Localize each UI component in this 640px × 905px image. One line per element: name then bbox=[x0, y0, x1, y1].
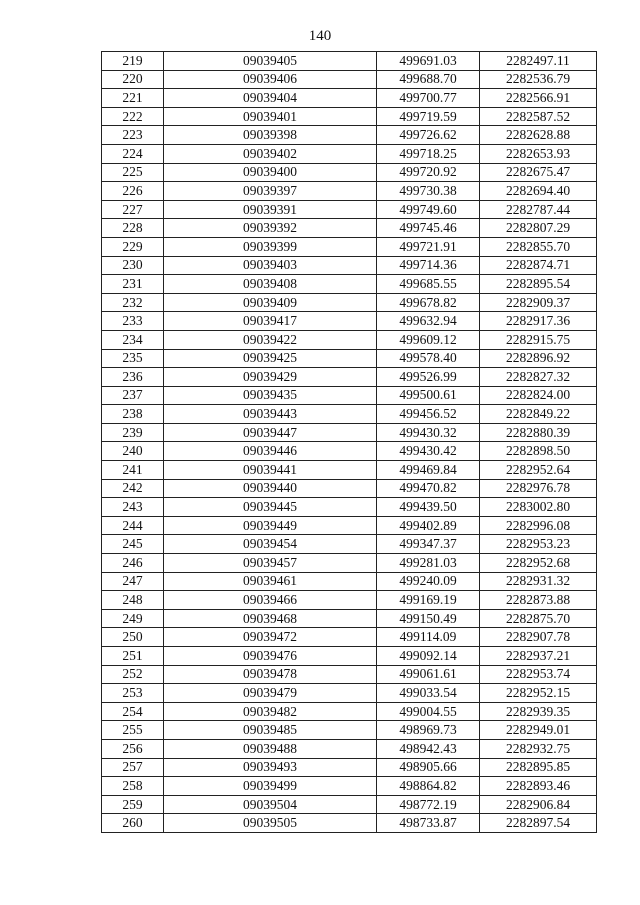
table-row bbox=[102, 163, 597, 182]
point-id-cell: 09039422 bbox=[164, 330, 377, 349]
x-coordinate-cell: 499240.09 bbox=[377, 572, 480, 591]
x-coordinate-cell: 499719.59 bbox=[377, 107, 480, 126]
x-coordinate-cell: 499685.55 bbox=[377, 275, 480, 294]
x-coordinate-cell: 499500.61 bbox=[377, 386, 480, 405]
point-id-cell: 09039440 bbox=[164, 479, 377, 498]
table-row bbox=[102, 349, 597, 368]
point-number-cell: 229 bbox=[102, 237, 164, 256]
table-row bbox=[102, 684, 597, 703]
x-coordinate-cell: 498733.87 bbox=[377, 814, 480, 833]
x-coordinate-cell: 499609.12 bbox=[377, 330, 480, 349]
x-coordinate-cell: 499749.60 bbox=[377, 200, 480, 219]
y-coordinate-cell: 2282855.70 bbox=[480, 237, 597, 256]
point-id-cell: 09039485 bbox=[164, 721, 377, 740]
x-coordinate-cell: 499578.40 bbox=[377, 349, 480, 368]
point-number-cell: 240 bbox=[102, 442, 164, 461]
y-coordinate-cell: 2282824.00 bbox=[480, 386, 597, 405]
y-coordinate-cell: 2282939.35 bbox=[480, 702, 597, 721]
point-id-cell: 09039504 bbox=[164, 795, 377, 814]
y-coordinate-cell: 2282898.50 bbox=[480, 442, 597, 461]
point-number-cell: 252 bbox=[102, 665, 164, 684]
y-coordinate-cell: 2282996.08 bbox=[480, 516, 597, 535]
point-number-cell: 232 bbox=[102, 293, 164, 312]
x-coordinate-cell: 498772.19 bbox=[377, 795, 480, 814]
table-row bbox=[102, 107, 597, 126]
point-number-cell: 244 bbox=[102, 516, 164, 535]
point-id-cell: 09039397 bbox=[164, 182, 377, 201]
point-id-cell: 09039391 bbox=[164, 200, 377, 219]
x-coordinate-cell: 499730.38 bbox=[377, 182, 480, 201]
y-coordinate-cell: 2282787.44 bbox=[480, 200, 597, 219]
point-number-cell: 222 bbox=[102, 107, 164, 126]
point-number-cell: 234 bbox=[102, 330, 164, 349]
x-coordinate-cell: 499720.92 bbox=[377, 163, 480, 182]
point-number-cell: 253 bbox=[102, 684, 164, 703]
point-number-cell: 225 bbox=[102, 163, 164, 182]
y-coordinate-cell: 2282931.32 bbox=[480, 572, 597, 591]
point-number-cell: 220 bbox=[102, 70, 164, 89]
table-row bbox=[102, 702, 597, 721]
y-coordinate-cell: 2282895.85 bbox=[480, 758, 597, 777]
table-row bbox=[102, 721, 597, 740]
table-row bbox=[102, 591, 597, 610]
table-row bbox=[102, 423, 597, 442]
table-row bbox=[102, 442, 597, 461]
point-number-cell: 239 bbox=[102, 423, 164, 442]
y-coordinate-cell: 2282897.54 bbox=[480, 814, 597, 833]
point-number-cell: 237 bbox=[102, 386, 164, 405]
x-coordinate-cell: 499402.89 bbox=[377, 516, 480, 535]
table-row bbox=[102, 237, 597, 256]
table-row bbox=[102, 405, 597, 424]
y-coordinate-cell: 2282953.23 bbox=[480, 535, 597, 554]
x-coordinate-cell: 499470.82 bbox=[377, 479, 480, 498]
point-number-cell: 228 bbox=[102, 219, 164, 238]
point-id-cell: 09039476 bbox=[164, 647, 377, 666]
table-row bbox=[102, 479, 597, 498]
point-id-cell: 09039445 bbox=[164, 498, 377, 517]
table-row bbox=[102, 647, 597, 666]
table-row bbox=[102, 293, 597, 312]
point-id-cell: 09039408 bbox=[164, 275, 377, 294]
table-row bbox=[102, 368, 597, 387]
table-row bbox=[102, 89, 597, 108]
table-row bbox=[102, 126, 597, 145]
point-number-cell: 235 bbox=[102, 349, 164, 368]
y-coordinate-cell: 2282497.11 bbox=[480, 52, 597, 71]
point-id-cell: 09039482 bbox=[164, 702, 377, 721]
point-number-cell: 238 bbox=[102, 405, 164, 424]
x-coordinate-cell: 499718.25 bbox=[377, 144, 480, 163]
point-number-cell: 257 bbox=[102, 758, 164, 777]
y-coordinate-cell: 2282893.46 bbox=[480, 777, 597, 796]
x-coordinate-cell: 498864.82 bbox=[377, 777, 480, 796]
y-coordinate-cell: 2282875.70 bbox=[480, 609, 597, 628]
table-row bbox=[102, 516, 597, 535]
point-number-cell: 254 bbox=[102, 702, 164, 721]
point-id-cell: 09039468 bbox=[164, 609, 377, 628]
point-number-cell: 260 bbox=[102, 814, 164, 833]
point-number-cell: 226 bbox=[102, 182, 164, 201]
point-id-cell: 09039447 bbox=[164, 423, 377, 442]
table-row bbox=[102, 554, 597, 573]
point-id-cell: 09039478 bbox=[164, 665, 377, 684]
table-row bbox=[102, 609, 597, 628]
x-coordinate-cell: 499456.52 bbox=[377, 405, 480, 424]
y-coordinate-cell: 2282849.22 bbox=[480, 405, 597, 424]
point-id-cell: 09039472 bbox=[164, 628, 377, 647]
point-id-cell: 09039479 bbox=[164, 684, 377, 703]
y-coordinate-cell: 2282874.71 bbox=[480, 256, 597, 275]
point-id-cell: 09039449 bbox=[164, 516, 377, 535]
point-number-cell: 243 bbox=[102, 498, 164, 517]
table-row bbox=[102, 312, 597, 331]
point-id-cell: 09039405 bbox=[164, 52, 377, 71]
point-id-cell: 09039402 bbox=[164, 144, 377, 163]
point-number-cell: 219 bbox=[102, 52, 164, 71]
point-number-cell: 223 bbox=[102, 126, 164, 145]
point-id-cell: 09039403 bbox=[164, 256, 377, 275]
x-coordinate-cell: 499721.91 bbox=[377, 237, 480, 256]
point-number-cell: 231 bbox=[102, 275, 164, 294]
table-row bbox=[102, 665, 597, 684]
x-coordinate-cell: 499700.77 bbox=[377, 89, 480, 108]
coordinates-table-body bbox=[102, 52, 597, 833]
y-coordinate-cell: 2282952.64 bbox=[480, 461, 597, 480]
table-row bbox=[102, 219, 597, 238]
point-number-cell: 241 bbox=[102, 461, 164, 480]
point-id-cell: 09039493 bbox=[164, 758, 377, 777]
point-number-cell: 224 bbox=[102, 144, 164, 163]
y-coordinate-cell: 2282880.39 bbox=[480, 423, 597, 442]
y-coordinate-cell: 2282952.68 bbox=[480, 554, 597, 573]
point-id-cell: 09039425 bbox=[164, 349, 377, 368]
x-coordinate-cell: 499430.32 bbox=[377, 423, 480, 442]
y-coordinate-cell: 2282566.91 bbox=[480, 89, 597, 108]
table-row bbox=[102, 777, 597, 796]
y-coordinate-cell: 2282917.36 bbox=[480, 312, 597, 331]
x-coordinate-cell: 499430.42 bbox=[377, 442, 480, 461]
table-row bbox=[102, 52, 597, 71]
x-coordinate-cell: 499726.62 bbox=[377, 126, 480, 145]
x-coordinate-cell: 499714.36 bbox=[377, 256, 480, 275]
y-coordinate-cell: 2282953.74 bbox=[480, 665, 597, 684]
y-coordinate-cell: 2282895.54 bbox=[480, 275, 597, 294]
x-coordinate-cell: 499281.03 bbox=[377, 554, 480, 573]
y-coordinate-cell: 2283002.80 bbox=[480, 498, 597, 517]
table-row bbox=[102, 200, 597, 219]
y-coordinate-cell: 2282915.75 bbox=[480, 330, 597, 349]
table-row bbox=[102, 572, 597, 591]
table-row bbox=[102, 70, 597, 89]
point-number-cell: 249 bbox=[102, 609, 164, 628]
y-coordinate-cell: 2282909.37 bbox=[480, 293, 597, 312]
table-row bbox=[102, 461, 597, 480]
point-id-cell: 09039409 bbox=[164, 293, 377, 312]
point-id-cell: 09039443 bbox=[164, 405, 377, 424]
y-coordinate-cell: 2282653.93 bbox=[480, 144, 597, 163]
x-coordinate-cell: 499678.82 bbox=[377, 293, 480, 312]
x-coordinate-cell: 499092.14 bbox=[377, 647, 480, 666]
point-number-cell: 247 bbox=[102, 572, 164, 591]
point-id-cell: 09039499 bbox=[164, 777, 377, 796]
x-coordinate-cell: 498905.66 bbox=[377, 758, 480, 777]
y-coordinate-cell: 2282952.15 bbox=[480, 684, 597, 703]
y-coordinate-cell: 2282907.78 bbox=[480, 628, 597, 647]
point-id-cell: 09039454 bbox=[164, 535, 377, 554]
table-row bbox=[102, 628, 597, 647]
y-coordinate-cell: 2282587.52 bbox=[480, 107, 597, 126]
x-coordinate-cell: 498969.73 bbox=[377, 721, 480, 740]
point-id-cell: 09039488 bbox=[164, 739, 377, 758]
table-row bbox=[102, 739, 597, 758]
point-id-cell: 09039404 bbox=[164, 89, 377, 108]
y-coordinate-cell: 2282827.32 bbox=[480, 368, 597, 387]
x-coordinate-cell: 499169.19 bbox=[377, 591, 480, 610]
y-coordinate-cell: 2282536.79 bbox=[480, 70, 597, 89]
point-number-cell: 227 bbox=[102, 200, 164, 219]
x-coordinate-cell: 499114.09 bbox=[377, 628, 480, 647]
point-id-cell: 09039466 bbox=[164, 591, 377, 610]
y-coordinate-cell: 2282694.40 bbox=[480, 182, 597, 201]
point-id-cell: 09039406 bbox=[164, 70, 377, 89]
y-coordinate-cell: 2282937.21 bbox=[480, 647, 597, 666]
point-number-cell: 236 bbox=[102, 368, 164, 387]
table-row bbox=[102, 498, 597, 517]
table-row bbox=[102, 758, 597, 777]
table-row bbox=[102, 256, 597, 275]
point-id-cell: 09039401 bbox=[164, 107, 377, 126]
point-id-cell: 09039398 bbox=[164, 126, 377, 145]
point-number-cell: 255 bbox=[102, 721, 164, 740]
y-coordinate-cell: 2282976.78 bbox=[480, 479, 597, 498]
y-coordinate-cell: 2282932.75 bbox=[480, 739, 597, 758]
page-number: 140 bbox=[308, 28, 332, 44]
x-coordinate-cell: 499061.61 bbox=[377, 665, 480, 684]
point-id-cell: 09039399 bbox=[164, 237, 377, 256]
y-coordinate-cell: 2282675.47 bbox=[480, 163, 597, 182]
table-row bbox=[102, 814, 597, 833]
x-coordinate-cell: 499150.49 bbox=[377, 609, 480, 628]
point-number-cell: 245 bbox=[102, 535, 164, 554]
point-number-cell: 250 bbox=[102, 628, 164, 647]
x-coordinate-cell: 499439.50 bbox=[377, 498, 480, 517]
point-number-cell: 230 bbox=[102, 256, 164, 275]
point-id-cell: 09039446 bbox=[164, 442, 377, 461]
point-number-cell: 248 bbox=[102, 591, 164, 610]
y-coordinate-cell: 2282807.29 bbox=[480, 219, 597, 238]
x-coordinate-cell: 499691.03 bbox=[377, 52, 480, 71]
point-id-cell: 09039392 bbox=[164, 219, 377, 238]
coordinates-table bbox=[101, 51, 597, 833]
x-coordinate-cell: 499469.84 bbox=[377, 461, 480, 480]
x-coordinate-cell: 499632.94 bbox=[377, 312, 480, 331]
y-coordinate-cell: 2282873.88 bbox=[480, 591, 597, 610]
point-id-cell: 09039435 bbox=[164, 386, 377, 405]
point-id-cell: 09039429 bbox=[164, 368, 377, 387]
point-number-cell: 221 bbox=[102, 89, 164, 108]
y-coordinate-cell: 2282906.84 bbox=[480, 795, 597, 814]
point-id-cell: 09039461 bbox=[164, 572, 377, 591]
y-coordinate-cell: 2282949.01 bbox=[480, 721, 597, 740]
x-coordinate-cell: 499745.46 bbox=[377, 219, 480, 238]
table-row bbox=[102, 144, 597, 163]
x-coordinate-cell: 499033.54 bbox=[377, 684, 480, 703]
table-row bbox=[102, 182, 597, 201]
y-coordinate-cell: 2282896.92 bbox=[480, 349, 597, 368]
point-id-cell: 09039441 bbox=[164, 461, 377, 480]
x-coordinate-cell: 499347.37 bbox=[377, 535, 480, 554]
table-row bbox=[102, 275, 597, 294]
point-number-cell: 251 bbox=[102, 647, 164, 666]
table-row bbox=[102, 795, 597, 814]
table-row bbox=[102, 386, 597, 405]
x-coordinate-cell: 498942.43 bbox=[377, 739, 480, 758]
x-coordinate-cell: 499688.70 bbox=[377, 70, 480, 89]
point-number-cell: 259 bbox=[102, 795, 164, 814]
point-number-cell: 233 bbox=[102, 312, 164, 331]
point-id-cell: 09039417 bbox=[164, 312, 377, 331]
point-id-cell: 09039505 bbox=[164, 814, 377, 833]
x-coordinate-cell: 499526.99 bbox=[377, 368, 480, 387]
y-coordinate-cell: 2282628.88 bbox=[480, 126, 597, 145]
x-coordinate-cell: 499004.55 bbox=[377, 702, 480, 721]
point-number-cell: 242 bbox=[102, 479, 164, 498]
point-number-cell: 246 bbox=[102, 554, 164, 573]
point-number-cell: 256 bbox=[102, 739, 164, 758]
table-row bbox=[102, 535, 597, 554]
point-id-cell: 09039457 bbox=[164, 554, 377, 573]
point-number-cell: 258 bbox=[102, 777, 164, 796]
point-id-cell: 09039400 bbox=[164, 163, 377, 182]
table-row bbox=[102, 330, 597, 349]
